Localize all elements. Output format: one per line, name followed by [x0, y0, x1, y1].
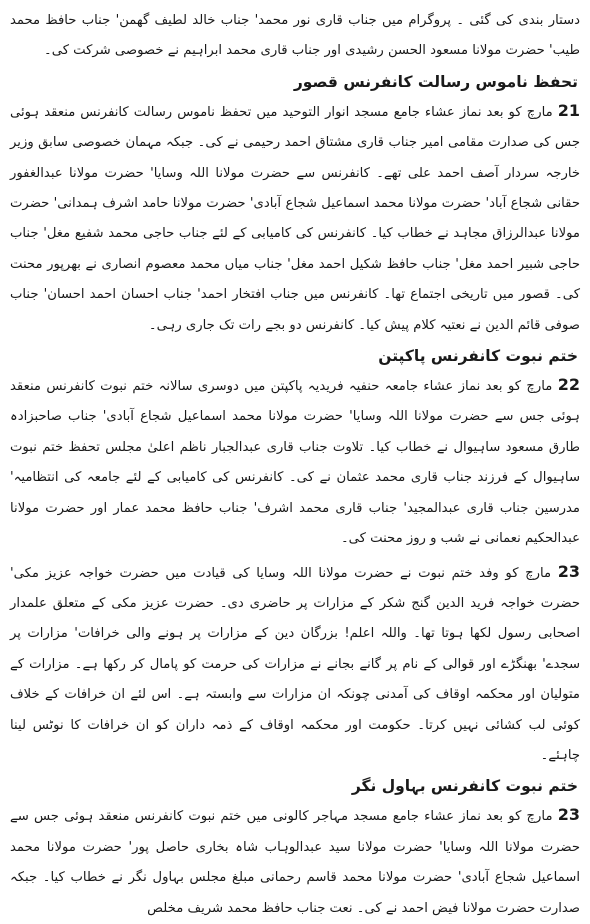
paragraph-shrines: [10, 557, 580, 772]
section-heading-pakpattan: ختم نبوت کانفرنس پاکپتن: [378, 347, 578, 366]
paragraph-text: مارچ کو بعد نماز عشاء جامعہ حنفیہ فریدیہ پاکپتن میں دوسری سالانہ ختم نبوت کانفرنس منعقد ہوئی جس سے حضرت مولانا اللہ وسایا' حضرت مولانا محمد اسماعیل شجاع آبادی' جناب صاحبزادہ طارق مسعود ساہیوال نے خطاب کیا۔ تلاوت جناب قاری عبدالجبار ناظم اعلیٰ مجلس تحفظ ختم نبوت ساہیوال کے فرزند جناب قاری محمد عثمان نے کی۔ کانفرنس کی کامیابی کے لئے جامعہ کی انتظامیہ' مدرسین جناب قاری عبدالمجید' جناب قاری محمد اشرف' جناب حافظ محمد عمار اور حضرت مولانا عبدالحکیم نعمانی نے شب و روز محنت کی۔: [10, 379, 580, 547]
section-heading-kasur: تحفظ ناموس رسالت کانفرنس قصور: [293, 72, 578, 91]
date-number: 22: [557, 375, 580, 395]
date-number: 23: [557, 805, 580, 825]
date-number: 21: [557, 100, 580, 120]
paragraph-text: مارچ کو بعد نماز عشاء جامع مسجد انوار التوحید میں تحفظ ناموس رسالت کانفرنس منعقد ہوئی جس کی صدارت مقامی امیر جناب قاری مشتاق احمد رحیمی نے کی۔ جبکہ مہمان خصوصی سابق وزیر خارجہ سردار آصف احمد علی تھے۔ کانفرنس سے حضرت مولانا اللہ وسایا' حضرت مولانا عبدالغفور حقانی شجاع آباد' حضرت مولانا محمد اسماعیل شجاع آبادی' حضرت مولانا حامد اشرف ہمدانی' حضرت مولانا عبدالرزاق مجاہد نے خطاب کیا۔ کانفرنس کی کامیابی کے لئے جناب حاجی محمد شفیع مغل' جناب حاجی شبیر احمد مغل' جناب حافظ شکیل احمد مغل' جناب میاں محمد معصوم انصاری نے بھرپور محنت کی۔ قصور میں تاریخی اجتماع تھا۔ کانفرنس میں جناب افتخار احمد' جناب احسان احمد احسان' جناب صوفی قائم الدین نے نعتیہ کلام پیش کیا۔ کانفرنس دو بجے رات تک جاری رہی۔: [10, 104, 580, 333]
paragraph-pakpattan: [10, 370, 580, 554]
paragraph-kasur: [10, 96, 580, 341]
date-number: 23: [557, 561, 580, 581]
paragraph-text: مارچ کو بعد نماز عشاء جامع مسجد مہاجر کالونی میں ختم نبوت کانفرنس منعقد ہوئی جس سے حضرت مولانا اللہ وسایا' حضرت مولانا سید عبدالوہاب شاہ بخاری حاصل پور' حضرت مولانا محمد اسماعیل شجاع آبادی' حضرت مولانا محمد قاسم رحمانی مبلغ مجلس بہاول نگر نے خطاب کیا۔ جبکہ صدارت حضرت مولانا فیض احمد نے کی۔ نعت جناب حافظ محمد شریف مخلص: [10, 809, 580, 916]
intro-paragraph: دستار بندی کی گئی ۔ پروگرام میں جناب قاری نور محمد' جناب خالد لطیف گھمن' جناب حافظ محمد طیب' حضرت مولانا مسعود الحسن رشیدی اور جناب قاری محمد ابراہیم نے خصوصی شرکت کی۔: [10, 13, 580, 59]
section-heading-bahawalnagar: ختم نبوت کانفرنس بہاول نگر: [351, 777, 578, 796]
paragraph-bahawalnagar: [10, 800, 580, 924]
paragraph-text: مارچ کو وفد ختم نبوت نے حضرت مولانا اللہ وسایا کی قیادت میں حضرت خواجہ عزیز مکی' حضرت خواجہ فرید الدین گنج شکر کے مزارات پر حاضری دی۔ حضرت عزیز مکی کے متعلق علمدار اصحابی رسول لکھا ہوتا تھا۔ واللہ اعلم! بزرگان دین کے مزارات پر ہونے والی خرافات' مزارات پر سجدے' بھنگڑے اور قوالی کے نام پر گانے بجانے نے مزارات کی حرمت کو پامال کر رکھا ہے۔ مزارات کے متولیان اور محکمہ اوقاف کی آمدنی چونکہ ان مزارات سے وابستہ ہے۔ اس لئے ان خرافات کے خلاف کوئی لب کشائی نہیں کرتا۔ حکومت اور محکمہ اوقاف کے ذمہ داران کو ان خرافات کا نوٹس لینا چاہئے۔: [10, 565, 580, 763]
